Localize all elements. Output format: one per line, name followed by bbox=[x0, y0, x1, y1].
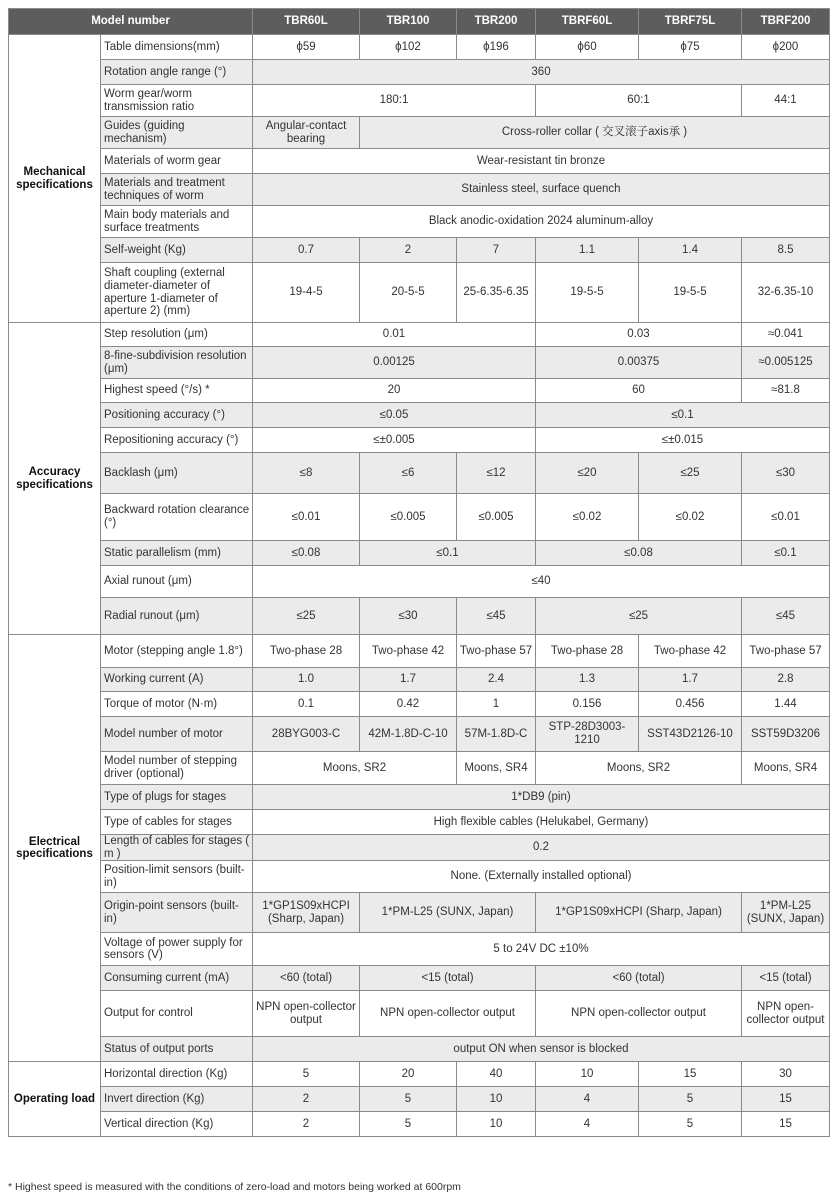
parameter-label: Output for control bbox=[101, 991, 253, 1037]
value-cell: 1*GP1S09xHCPI (Sharp, Japan) bbox=[536, 893, 742, 933]
value-cell: Black anodic-oxidation 2024 aluminum-alloy bbox=[253, 206, 830, 238]
value-cell: 1.44 bbox=[742, 692, 830, 717]
parameter-label: Consuming current (mA) bbox=[101, 966, 253, 991]
value-cell: 32-6.35-10 bbox=[742, 263, 830, 323]
value-cell: 1.7 bbox=[639, 668, 742, 692]
parameter-label: 8-fine-subdivision resolution (μm) bbox=[101, 347, 253, 379]
value-cell: ≤0.005 bbox=[360, 494, 457, 541]
parameter-label: Invert direction (Kg) bbox=[101, 1087, 253, 1112]
value-cell: ≤0.1 bbox=[536, 403, 830, 428]
value-cell: 0.2 bbox=[253, 835, 830, 861]
parameter-label: Shaft coupling (external diameter-diameter of aperture 1-diameter of aperture 2) (mm) bbox=[101, 263, 253, 323]
value-cell: ϕ75 bbox=[639, 35, 742, 60]
parameter-label: Worm gear/worm transmission ratio bbox=[101, 85, 253, 117]
parameter-label: Rotation angle range (°) bbox=[101, 60, 253, 85]
value-cell: ≈0.005125 bbox=[742, 347, 830, 379]
spec-row bbox=[9, 966, 830, 991]
value-cell: 0.42 bbox=[360, 692, 457, 717]
parameter-label: Motor (stepping angle 1.8°) bbox=[101, 635, 253, 668]
parameter-label: Position-limit sensors (built-in) bbox=[101, 861, 253, 893]
value-cell: ≤25 bbox=[536, 598, 742, 635]
value-cell: <15 (total) bbox=[360, 966, 536, 991]
parameter-label: Self-weight (Kg) bbox=[101, 238, 253, 263]
value-cell: Two-phase 42 bbox=[639, 635, 742, 668]
specification-table bbox=[8, 8, 830, 1137]
value-cell: 0.03 bbox=[536, 323, 742, 347]
header-model-number: Model number bbox=[9, 9, 253, 35]
value-cell: 19-5-5 bbox=[536, 263, 639, 323]
spec-row bbox=[9, 494, 830, 541]
spec-row bbox=[9, 323, 830, 347]
value-cell: ≈81.8 bbox=[742, 379, 830, 403]
header-row bbox=[9, 9, 830, 35]
category-label: Electrical specifications bbox=[9, 635, 101, 1062]
parameter-label: Repositioning accuracy (°) bbox=[101, 428, 253, 453]
value-cell: ≤6 bbox=[360, 453, 457, 494]
value-cell: ≤0.05 bbox=[253, 403, 536, 428]
value-cell: 1.0 bbox=[253, 668, 360, 692]
value-cell: Two-phase 28 bbox=[253, 635, 360, 668]
footnote: * Highest speed is measured with the conditions of zero-load and motors being worked at 600rpm bbox=[8, 1181, 461, 1193]
value-cell: SST59D3206 bbox=[742, 717, 830, 752]
parameter-label: Voltage of power supply for sensors (V) bbox=[101, 933, 253, 966]
spec-row bbox=[9, 598, 830, 635]
category-label: Accuracy specifications bbox=[9, 323, 101, 635]
value-cell: 2.4 bbox=[457, 668, 536, 692]
value-cell: <15 (total) bbox=[742, 966, 830, 991]
spec-row bbox=[9, 810, 830, 835]
parameter-label: Highest speed (°/s) * bbox=[101, 379, 253, 403]
header-model: TBRF200 bbox=[742, 9, 830, 35]
value-cell: 7 bbox=[457, 238, 536, 263]
value-cell: 0.00375 bbox=[536, 347, 742, 379]
value-cell: ≤45 bbox=[457, 598, 536, 635]
spec-row bbox=[9, 149, 830, 174]
parameter-label: Materials of worm gear bbox=[101, 149, 253, 174]
spec-row bbox=[9, 835, 830, 861]
value-cell: 2 bbox=[253, 1087, 360, 1112]
value-cell: 1*DB9 (pin) bbox=[253, 785, 830, 810]
value-cell: ≈0.041 bbox=[742, 323, 830, 347]
value-cell: 8.5 bbox=[742, 238, 830, 263]
parameter-label: Main body materials and surface treatments bbox=[101, 206, 253, 238]
spec-row bbox=[9, 263, 830, 323]
parameter-label: Positioning accuracy (°) bbox=[101, 403, 253, 428]
spec-row bbox=[9, 238, 830, 263]
spec-row bbox=[9, 541, 830, 566]
value-cell: Wear-resistant tin bronze bbox=[253, 149, 830, 174]
spec-row bbox=[9, 717, 830, 752]
parameter-label: Vertical direction (Kg) bbox=[101, 1112, 253, 1137]
parameter-label: Type of cables for stages bbox=[101, 810, 253, 835]
value-cell: <60 (total) bbox=[536, 966, 742, 991]
parameter-label: Materials and treatment techniques of worm bbox=[101, 174, 253, 206]
value-cell: ≤12 bbox=[457, 453, 536, 494]
parameter-label: Guides (guiding mechanism) bbox=[101, 117, 253, 149]
value-cell: 28BYG003-C bbox=[253, 717, 360, 752]
header-model: TBR200 bbox=[457, 9, 536, 35]
spec-row bbox=[9, 35, 830, 60]
value-cell: ≤0.08 bbox=[536, 541, 742, 566]
value-cell: 360 bbox=[253, 60, 830, 85]
value-cell: Two-phase 57 bbox=[457, 635, 536, 668]
value-cell: 60 bbox=[536, 379, 742, 403]
parameter-label: Static parallelism (mm) bbox=[101, 541, 253, 566]
value-cell: NPN open-collector output bbox=[742, 991, 830, 1037]
value-cell: 0.156 bbox=[536, 692, 639, 717]
spec-row bbox=[9, 1037, 830, 1062]
parameter-label: Origin-point sensors (built-in) bbox=[101, 893, 253, 933]
value-cell: 2.8 bbox=[742, 668, 830, 692]
value-cell: ≤40 bbox=[253, 566, 830, 598]
value-cell: 2 bbox=[253, 1112, 360, 1137]
value-cell: 19-5-5 bbox=[639, 263, 742, 323]
spec-row bbox=[9, 347, 830, 379]
value-cell: 1.3 bbox=[536, 668, 639, 692]
value-cell: ≤0.08 bbox=[253, 541, 360, 566]
value-cell: 1.4 bbox=[639, 238, 742, 263]
parameter-label: Step resolution (μm) bbox=[101, 323, 253, 347]
spec-row bbox=[9, 668, 830, 692]
spec-row bbox=[9, 933, 830, 966]
spec-body bbox=[9, 35, 830, 1137]
value-cell: 0.00125 bbox=[253, 347, 536, 379]
value-cell: ≤0.01 bbox=[253, 494, 360, 541]
value-cell: 42M-1.8D-C-10 bbox=[360, 717, 457, 752]
parameter-label: Backlash (μm) bbox=[101, 453, 253, 494]
value-cell: 5 bbox=[360, 1112, 457, 1137]
value-cell: 5 to 24V DC ±10% bbox=[253, 933, 830, 966]
parameter-label: Radial runout (μm) bbox=[101, 598, 253, 635]
value-cell: ≤0.02 bbox=[536, 494, 639, 541]
spec-row bbox=[9, 752, 830, 785]
value-cell: Two-phase 28 bbox=[536, 635, 639, 668]
spec-row bbox=[9, 861, 830, 893]
value-cell: ≤0.02 bbox=[639, 494, 742, 541]
value-cell: ≤25 bbox=[253, 598, 360, 635]
value-cell: ≤8 bbox=[253, 453, 360, 494]
parameter-label: Table dimensions(mm) bbox=[101, 35, 253, 60]
value-cell: 44:1 bbox=[742, 85, 830, 117]
value-cell: ϕ102 bbox=[360, 35, 457, 60]
value-cell: 0.1 bbox=[253, 692, 360, 717]
value-cell: 1*PM-L25 (SUNX, Japan) bbox=[360, 893, 536, 933]
value-cell: 10 bbox=[536, 1062, 639, 1087]
value-cell: 10 bbox=[457, 1087, 536, 1112]
spec-row bbox=[9, 379, 830, 403]
value-cell: ≤20 bbox=[536, 453, 639, 494]
spec-row bbox=[9, 206, 830, 238]
parameter-label: Model number of stepping driver (optional) bbox=[101, 752, 253, 785]
value-cell: 1*PM-L25 (SUNX, Japan) bbox=[742, 893, 830, 933]
spec-row bbox=[9, 453, 830, 494]
value-cell: 1.1 bbox=[536, 238, 639, 263]
value-cell: Two-phase 42 bbox=[360, 635, 457, 668]
value-cell: ≤30 bbox=[742, 453, 830, 494]
value-cell: 19-4-5 bbox=[253, 263, 360, 323]
value-cell: 15 bbox=[742, 1087, 830, 1112]
value-cell: 60:1 bbox=[536, 85, 742, 117]
value-cell: 15 bbox=[639, 1062, 742, 1087]
value-cell: output ON when sensor is blocked bbox=[253, 1037, 830, 1062]
spec-row bbox=[9, 635, 830, 668]
spec-row bbox=[9, 174, 830, 206]
category-label: Mechanical specifications bbox=[9, 35, 101, 323]
parameter-label: Backward rotation clearance (°) bbox=[101, 494, 253, 541]
value-cell: 20 bbox=[253, 379, 536, 403]
spec-row bbox=[9, 1062, 830, 1087]
spec-row bbox=[9, 991, 830, 1037]
parameter-label: Axial runout (μm) bbox=[101, 566, 253, 598]
spec-row bbox=[9, 692, 830, 717]
value-cell: 30 bbox=[742, 1062, 830, 1087]
spec-row bbox=[9, 428, 830, 453]
value-cell: NPN open-collector output bbox=[253, 991, 360, 1037]
value-cell: 20 bbox=[360, 1062, 457, 1087]
spec-row bbox=[9, 403, 830, 428]
value-cell: ≤30 bbox=[360, 598, 457, 635]
spec-row bbox=[9, 893, 830, 933]
value-cell: 4 bbox=[536, 1112, 639, 1137]
value-cell: 1 bbox=[457, 692, 536, 717]
value-cell: None. (Externally installed optional) bbox=[253, 861, 830, 893]
spec-row bbox=[9, 566, 830, 598]
value-cell: STP-28D3003-1210 bbox=[536, 717, 639, 752]
spec-row bbox=[9, 85, 830, 117]
parameter-label: Working current (A) bbox=[101, 668, 253, 692]
spec-row bbox=[9, 60, 830, 85]
value-cell: Moons, SR2 bbox=[536, 752, 742, 785]
value-cell: ≤±0.005 bbox=[253, 428, 536, 453]
parameter-label: Torque of motor (N·m) bbox=[101, 692, 253, 717]
value-cell: 5 bbox=[639, 1112, 742, 1137]
value-cell: 40 bbox=[457, 1062, 536, 1087]
value-cell: 5 bbox=[639, 1087, 742, 1112]
value-cell: ≤45 bbox=[742, 598, 830, 635]
value-cell: 0.7 bbox=[253, 238, 360, 263]
value-cell: ϕ200 bbox=[742, 35, 830, 60]
value-cell: 0.01 bbox=[253, 323, 536, 347]
value-cell: ϕ60 bbox=[536, 35, 639, 60]
value-cell: ≤0.01 bbox=[742, 494, 830, 541]
header-model: TBRF60L bbox=[536, 9, 639, 35]
value-cell: 5 bbox=[360, 1087, 457, 1112]
value-cell: Angular-contact bearing bbox=[253, 117, 360, 149]
value-cell: 15 bbox=[742, 1112, 830, 1137]
value-cell: ≤0.005 bbox=[457, 494, 536, 541]
spec-row bbox=[9, 785, 830, 810]
header-model: TBRF75L bbox=[639, 9, 742, 35]
value-cell: 1.7 bbox=[360, 668, 457, 692]
spec-row bbox=[9, 1087, 830, 1112]
value-cell: 10 bbox=[457, 1112, 536, 1137]
value-cell: 20-5-5 bbox=[360, 263, 457, 323]
value-cell: Moons, SR2 bbox=[253, 752, 457, 785]
value-cell: ≤25 bbox=[639, 453, 742, 494]
parameter-label: Status of output ports bbox=[101, 1037, 253, 1062]
value-cell: NPN open-collector output bbox=[536, 991, 742, 1037]
value-cell: Moons, SR4 bbox=[742, 752, 830, 785]
header-model: TBR60L bbox=[253, 9, 360, 35]
value-cell: ≤±0.015 bbox=[536, 428, 830, 453]
value-cell: ≤0.1 bbox=[742, 541, 830, 566]
value-cell: 180:1 bbox=[253, 85, 536, 117]
parameter-label: Type of plugs for stages bbox=[101, 785, 253, 810]
value-cell: Two-phase 57 bbox=[742, 635, 830, 668]
value-cell: 57M-1.8D-C bbox=[457, 717, 536, 752]
value-cell: 5 bbox=[253, 1062, 360, 1087]
value-cell: 2 bbox=[360, 238, 457, 263]
value-cell: 25-6.35-6.35 bbox=[457, 263, 536, 323]
value-cell: ϕ196 bbox=[457, 35, 536, 60]
category-label: Operating load bbox=[9, 1062, 101, 1137]
parameter-label: Length of cables for stages ( m ) bbox=[101, 835, 253, 861]
value-cell: 0.456 bbox=[639, 692, 742, 717]
header-model: TBR100 bbox=[360, 9, 457, 35]
value-cell: ≤0.1 bbox=[360, 541, 536, 566]
value-cell: SST43D2126-10 bbox=[639, 717, 742, 752]
value-cell: Moons, SR4 bbox=[457, 752, 536, 785]
value-cell: Stainless steel, surface quench bbox=[253, 174, 830, 206]
value-cell: NPN open-collector output bbox=[360, 991, 536, 1037]
spec-row bbox=[9, 117, 830, 149]
value-cell: 1*GP1S09xHCPI (Sharp, Japan) bbox=[253, 893, 360, 933]
value-cell: 4 bbox=[536, 1087, 639, 1112]
parameter-label: Horizontal direction (Kg) bbox=[101, 1062, 253, 1087]
value-cell: ϕ59 bbox=[253, 35, 360, 60]
spec-row bbox=[9, 1112, 830, 1137]
value-cell: High flexible cables (Helukabel, Germany) bbox=[253, 810, 830, 835]
value-cell: <60 (total) bbox=[253, 966, 360, 991]
parameter-label: Model number of motor bbox=[101, 717, 253, 752]
value-cell: Cross-roller collar ( 交叉滚子axis承 ) bbox=[360, 117, 830, 149]
